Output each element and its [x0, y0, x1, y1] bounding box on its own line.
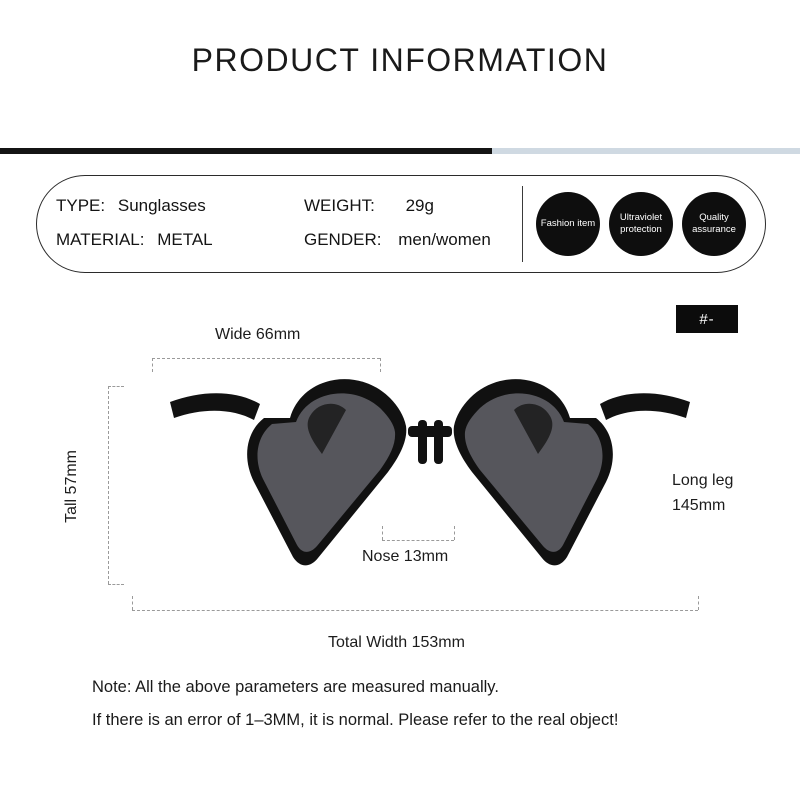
divider-light-segment — [492, 148, 800, 154]
note-line-1: Note: All the above parameters are measured manually. — [92, 678, 499, 696]
total-width-tick-right — [698, 596, 699, 610]
spec-weight-value: 29g — [405, 196, 434, 215]
spec-weight — [304, 196, 504, 216]
spec-material-label: MATERIAL: — [56, 230, 145, 249]
badge-fashion-item: Fashion item — [536, 192, 600, 256]
spec-row — [56, 196, 504, 230]
model-tag: #- — [676, 305, 738, 333]
spec-type-value: Sunglasses — [117, 196, 206, 215]
header-divider — [0, 148, 800, 154]
tall-bracket-tick-top — [108, 386, 124, 387]
divider-dark-segment — [0, 148, 492, 154]
spec-gender — [304, 230, 504, 250]
spec-table — [56, 196, 504, 264]
spec-type — [56, 196, 304, 216]
bottom-spacer — [0, 768, 800, 800]
total-width-line — [132, 610, 698, 611]
spec-material-value: METAL — [157, 230, 213, 249]
spec-type-label: TYPE: — [56, 196, 106, 215]
spec-gender-label: GENDER: — [304, 230, 382, 249]
page-title: PRODUCT INFORMATION — [191, 42, 609, 78]
spec-material — [56, 230, 304, 250]
spec-weight-label: WEIGHT: — [304, 196, 375, 215]
note-line-2: If there is an error of 1–3MM, it is normal. Please refer to the real object! — [92, 711, 619, 729]
total-width-tick-left — [132, 596, 133, 610]
label-long-leg: Long leg 145mm — [672, 472, 734, 514]
sunglasses-illustration — [150, 360, 710, 590]
badge-group — [536, 192, 746, 256]
spec-divider — [522, 186, 523, 262]
tall-bracket-tick-bottom — [108, 584, 124, 585]
badge-uv-protection: Ultraviolet protection — [609, 192, 673, 256]
label-nose: Nose 13mm — [362, 548, 449, 565]
label-wide: Wide 66mm — [215, 326, 301, 343]
dimension-diagram — [0, 300, 800, 670]
wide-bracket-line — [152, 358, 380, 359]
spec-row — [56, 230, 504, 264]
badge-quality-assurance: Quality assurance — [682, 192, 746, 256]
label-total-width: Total Width 153mm — [328, 634, 465, 651]
label-tall: Tall 57mm — [63, 450, 80, 523]
tall-bracket-line — [108, 386, 109, 584]
spec-gender-value: men/women — [398, 230, 491, 249]
